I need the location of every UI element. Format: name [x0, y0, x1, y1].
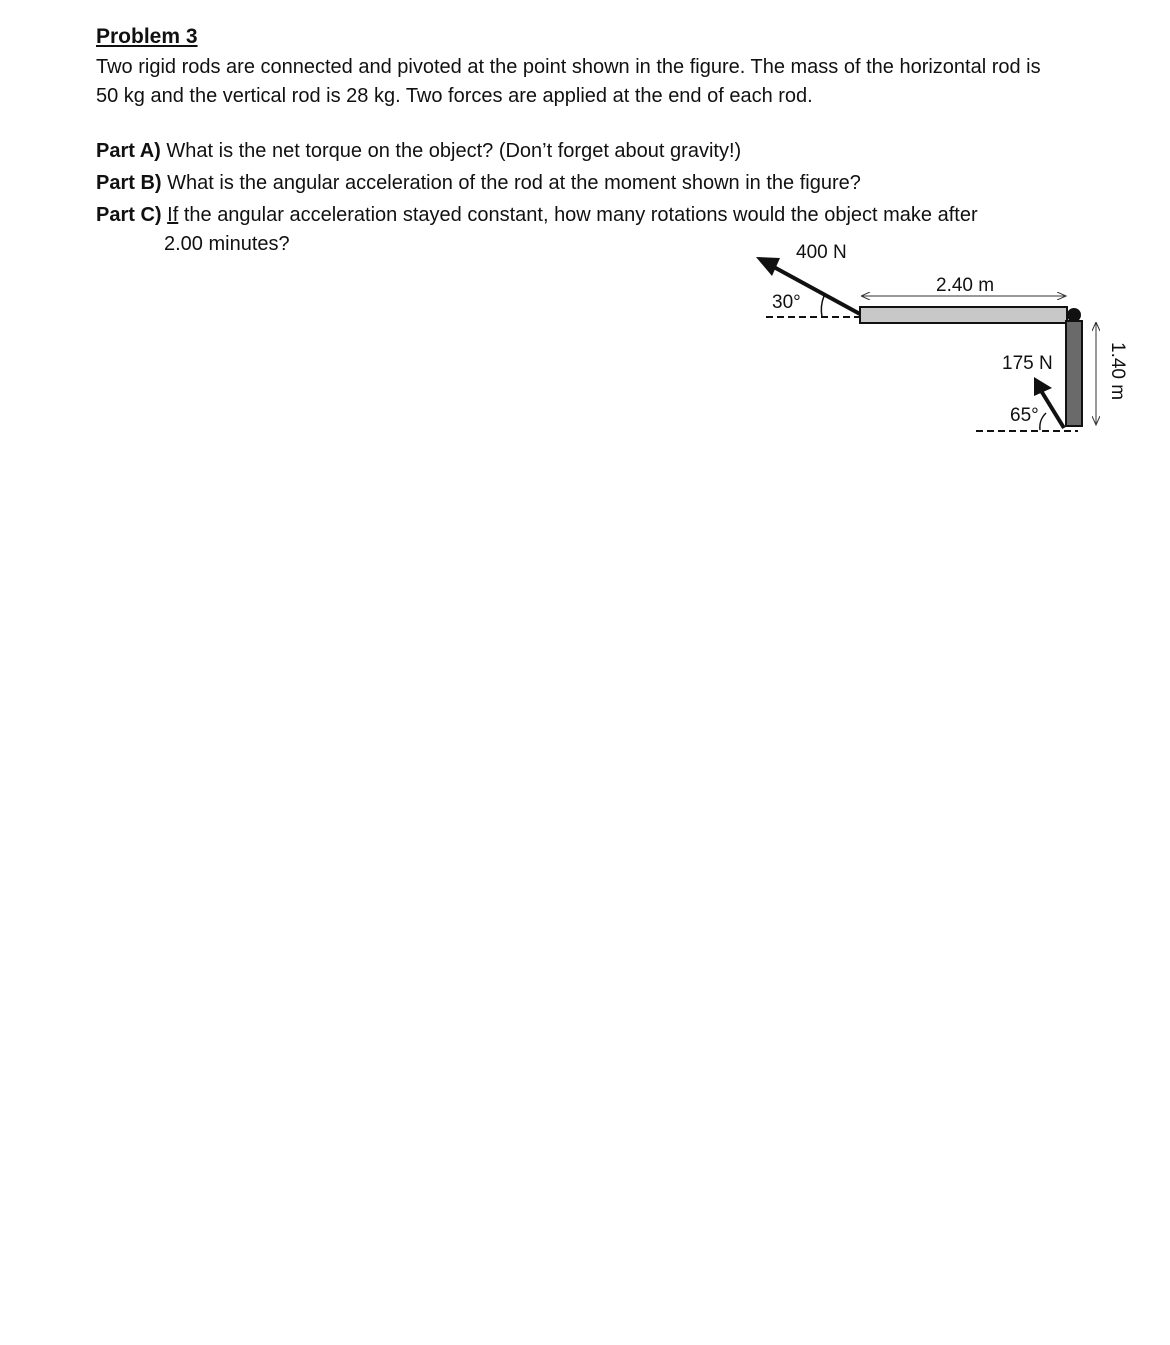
part-c-underlined-word: If	[167, 204, 179, 226]
angle-arc-65	[1040, 413, 1046, 430]
part-a-label: Part A)	[96, 140, 161, 162]
part-b-label: Part B)	[96, 172, 162, 194]
part-b-text: What is the angular acceleration of the rod at the moment shown in the figure?	[167, 172, 861, 194]
part-c-text: the angular acceleration stayed constant, how many rotations would the object make after	[183, 204, 978, 226]
rod-figure	[0, 0, 1170, 460]
angle-arc-30	[821, 296, 824, 317]
angle-30-label: 30°	[772, 292, 801, 313]
part-c-label: Part C)	[96, 204, 162, 226]
part-c-continuation: 2.00 minutes?	[164, 233, 290, 255]
force-175n-label: 175 N	[1002, 353, 1053, 374]
pivot-point	[1067, 308, 1081, 322]
angle-65-label: 65°	[1010, 405, 1039, 426]
horizontal-rod	[860, 307, 1067, 323]
part-a-text: What is the net torque on the object? (Don’t forget about gravity!)	[166, 140, 742, 162]
force-400n-label: 400 N	[796, 242, 847, 263]
problem-title: Problem 3	[96, 25, 198, 48]
vertical-rod	[1066, 321, 1082, 426]
length-horizontal-label: 2.40 m	[936, 275, 995, 296]
problem-intro: Two rigid rods are connected and pivoted at the point shown in the figure. The mass of the horizontal rod is 50 kg and the vertical rod is 28 kg. Two forces are applied at the end of each rod.	[96, 56, 1041, 107]
length-vertical-label: 1.40 m	[1107, 342, 1128, 401]
